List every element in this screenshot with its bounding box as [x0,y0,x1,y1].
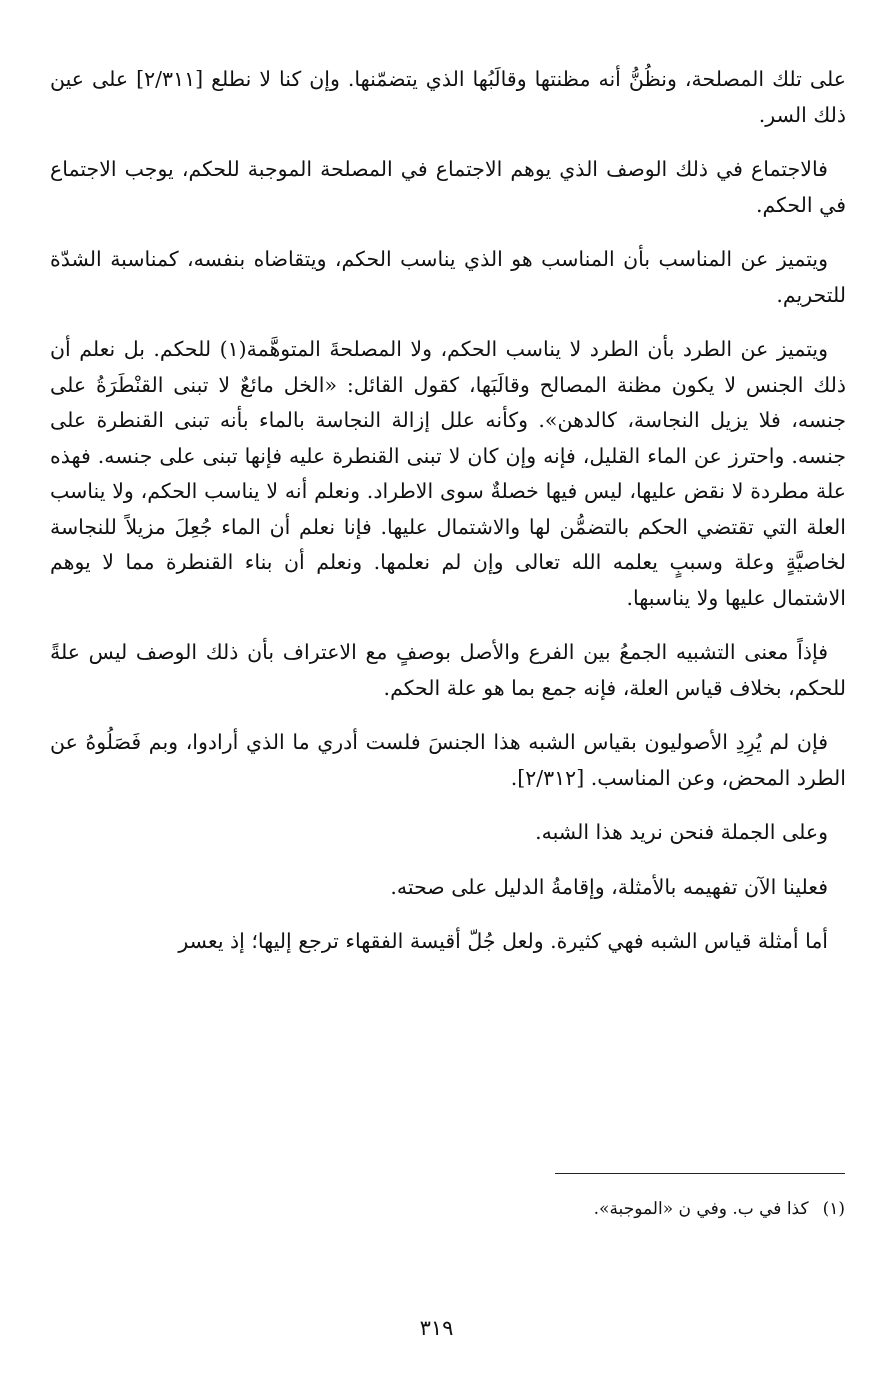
footnote [55,1196,845,1222]
paragraph-9: أما أمثلة قياس الشبه فهي كثيرة. ولعل جُلّ أقيسة الفقهاء ترجع إليها؛ إذ يعسر [178,929,828,953]
paragraph-3: ويتميز عن المناسب بأن المناسب هو الذي يناسب الحكم، ويتقاضاه بنفسه، كمناسبة الشدّة للتحريم. [50,247,846,307]
paragraph-6: فإن لم يُرِدِ الأصوليون بقياس الشبه هذا الجنسَ فلست أدري ما الذي أرادوا، وبم فَصَلُوهُ عن الطرد المحض، وعن المناسب. [٢/٣١٢]. [50,730,846,790]
paragraph-2: فالاجتماع في ذلك الوصف الذي يوهم الاجتماع في المصلحة الموجبة للحكم، يوجب الاجتماع في الحكم. [50,157,846,217]
paragraph-4: ويتميز عن الطرد بأن الطرد لا يناسب الحكم، ولا المصلحةَ المتوهَّمة(١) للحكم. بل نعلم أن ذلك الجنس لا يكون مظنة المصالح وقالَبَها، كقول القائل: «الخل مائعٌ لا تبنى القنْطَرَةُ على جنسه، فلا يزيل النجاسة، كالدهن». وكأنه علل إزالة النجاسة بالماء بأنه تبنى القنطرة على جنسه. واحترز عن الماء القليل، فإنه وإن كان لا تبنى القنطرة عليه فإنها تبنى على جنسه. فهذه علة مطردة لا نقض عليها، ليس فيها خصلةٌ سوى الاطراد. ونعلم أنه لا يناسب الحكم، ولا يناسب العلة التي تقتضي الحكم بالتضمُّن لها والاشتمال عليها. فإنا نعلم أن الماء جُعِلَ مزيلاً للنجاسة لخاصيَّةٍ وعلة وسببٍ يعلمه الله تعالى وإن لم نعلمها. ونعلم أن بناء القنطرة مما لا يوهم الاشتمال عليها ولا يناسبها. [50,337,846,610]
paragraph-1: على تلك المصلحة، ونظُنُّ أنه مظنتها وقالَبُها الذي يتضمّنها. وإن كنا لا نطلع [٢/٣١١] على عين ذلك السر. [50,67,846,127]
paragraph-8: فعلينا الآن تفهيمه بالأمثلة، وإقامةُ الدليل على صحته. [390,874,828,899]
paragraph-7: وعلى الجملة فنحن نريد هذا الشبه. [535,820,828,844]
page-number: ٣١٩ [419,1316,454,1340]
main-text [50,62,846,979]
footnote-number: (١) [822,1199,845,1219]
footnote-text: كذا في ب. وفي ن «الموجبة». [593,1199,809,1219]
footnote-divider [555,1173,845,1174]
paragraph-5: فإذاً معنى التشبيه الجمعُ بين الفرع والأصل بوصفٍ مع الاعتراف بأن ذلك الوصف ليس علةً للحكم، بخلاف قياس العلة، فإنه جمع بما هو علة الحكم. [50,640,846,700]
